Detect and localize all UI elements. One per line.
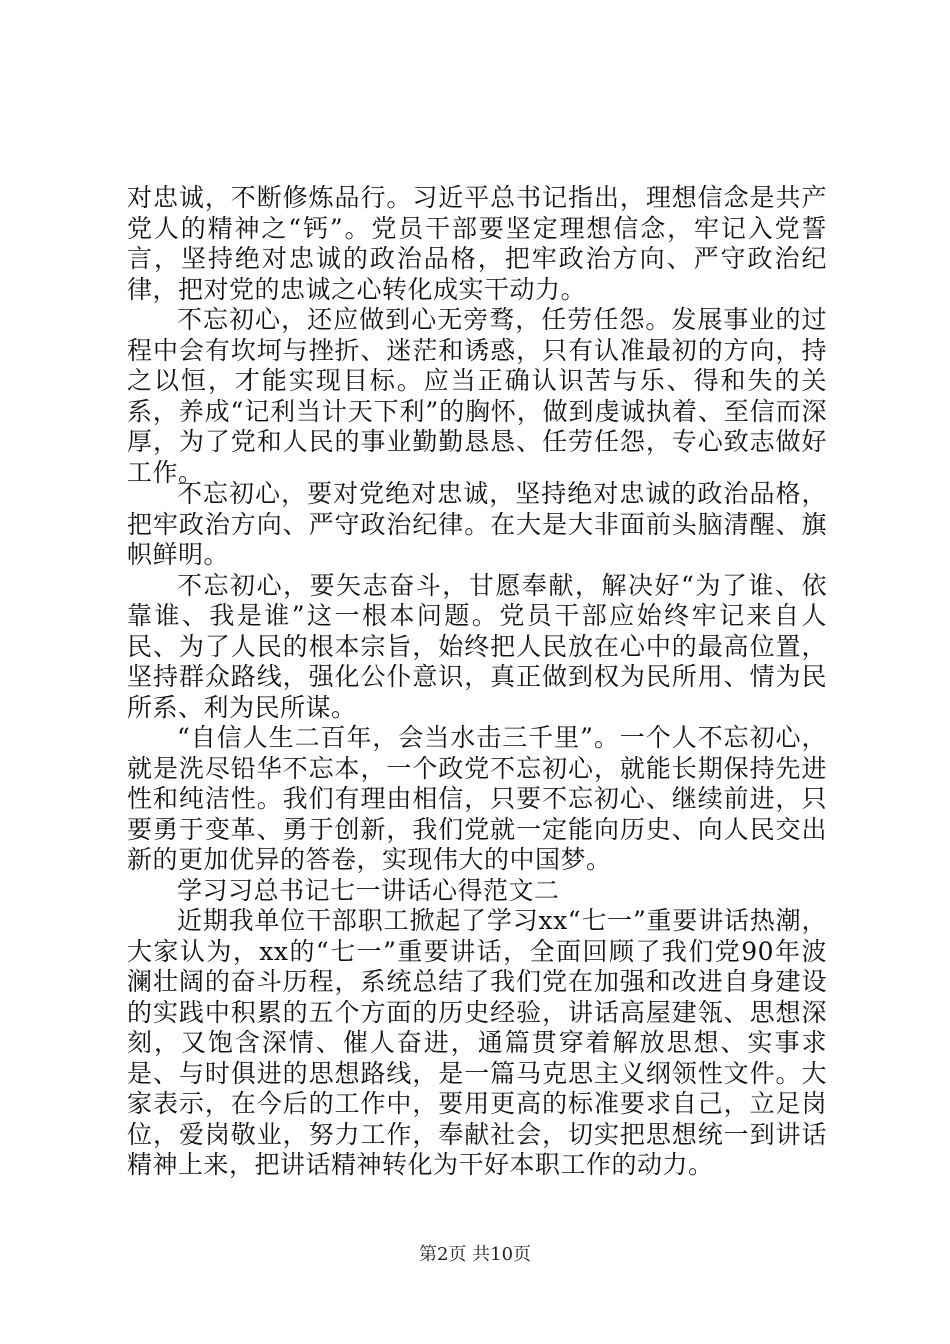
paragraph-1: 对忠诚，不断修炼品行。习近平总书记指出，理想信念是共产党人的精神之“钙”。党员干部要坚定理想信念，牢记入党誓言，坚持绝对忠诚的政治品格，把牢政治方向、严守政治纪律，把对党的忠诚之心转化成实干动力。	[127, 183, 827, 304]
paragraph-6: 近期我单位干部职工掀起了学习xx“七一”重要讲话热潮，大家认为，xx的“七一”重要讲话，全面回顾了我们党90年波澜壮阔的奋斗历程，系统总结了我们党在加强和改进自身建设的实践中积累的五个方面的历史经验，讲话高屋建瓴、思想深刻，又饱含深情、催人奋进，通篇贯穿着解放思想、实事求是、与时俱进的思想路线，是一篇马克思主义纲领性文件。大家表示，在今后的工作中，要用更高的标准要求自己，立足岗位，爱岗敬业，努力工作，奉献社会，切实把思想统一到讲话精神上来，把讲话精神转化为干好本职工作的动力。	[127, 906, 827, 1179]
section-heading: 学习习总书记七一讲话心得范文二	[177, 875, 560, 905]
paragraph-2: 不忘初心，还应做到心无旁骛，任劳任怨。发展事业的过程中会有坎坷与挫折、迷茫和诱惑，只有认准最初的方向，持之以恒，才能实现目标。应当正确认识苦与乐、得和失的关系，养成“记利当计天下利”的胸怀，做到虔诚执着、至信而深厚，为了党和人民的事业勤勤恳恳、任劳任怨，专心致志做好工作。	[127, 305, 827, 487]
text-block-upper	[127, 183, 827, 488]
paragraph-5: “自信人生二百年，会当水击三千里”。一个人不忘初心，就是洗尽铅华不忘本，一个政党不忘初心，就能长期保持先进性和纯洁性。我们有理由相信，只要不忘初心、继续前进，只要勇于变革、勇于创新，我们党就一定能向历史、向人民交出新的更加优异的答卷，实现伟大的中国梦。	[127, 723, 827, 874]
paragraph-4: 不忘初心，要矢志奋斗，甘愿奉献，解决好“为了谁、依靠谁、我是谁”这一根本问题。党员干部应始终牢记来自人民、为了人民的根本宗旨，始终把人民放在心中的最高位置，坚持群众路线，强化公仆意识，真正做到权为民所用、情为民所系、利为民所谋。	[127, 570, 827, 722]
paragraph-3: 不忘初心，要对党绝对忠诚，坚持绝对忠诚的政治品格，把牢政治方向、严守政治纪律。在大是大非面前头脑清醒、旗帜鲜明。	[127, 479, 827, 569]
page-footer: 第2页 共10页	[418, 1244, 532, 1265]
text-block-lower	[127, 479, 827, 1181]
